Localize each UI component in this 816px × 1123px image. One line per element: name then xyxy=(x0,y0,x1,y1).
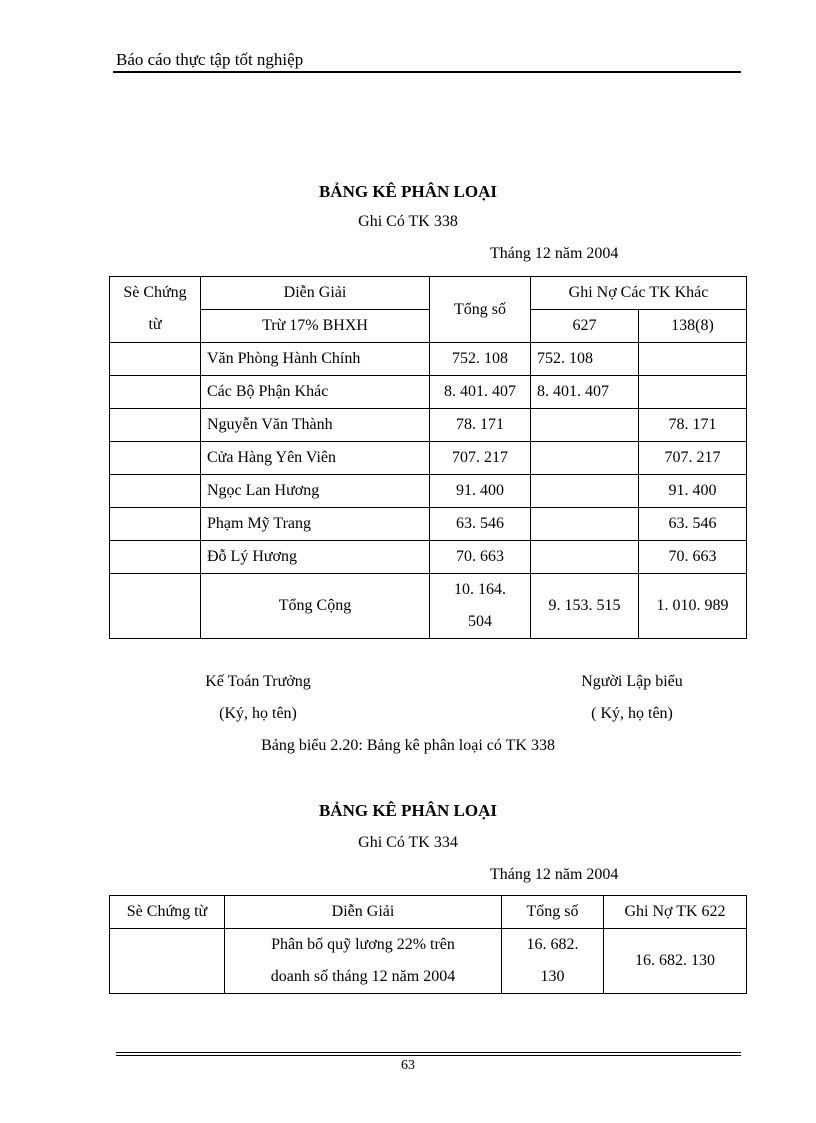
table1-subtitle: Ghi Có TK 338 xyxy=(358,213,458,230)
row-total: 63. 546 xyxy=(430,508,531,541)
row-1388: 70. 663 xyxy=(639,541,747,574)
table1-date: Tháng 12 năm 2004 xyxy=(490,245,619,262)
row-1388: 707. 217 xyxy=(639,442,747,475)
header-debit-group: Ghi Nợ Các TK Khác xyxy=(531,277,747,310)
header-total: Tổng số xyxy=(430,277,531,343)
row-description: Nguyễn Văn Thành xyxy=(201,409,430,442)
table1-title: BẢNG KÊ PHÂN LOẠI xyxy=(318,182,498,201)
total-row xyxy=(110,574,747,639)
table2-subtitle: Ghi Có TK 334 xyxy=(358,834,458,851)
header-description: Diễn Giải xyxy=(225,896,502,929)
row-1388: 78. 171 xyxy=(639,409,747,442)
signature-preparer-note: ( Ký, họ tên) xyxy=(591,705,673,722)
row-627 xyxy=(531,475,639,508)
row-627 xyxy=(531,508,639,541)
footer-rule xyxy=(116,1055,741,1056)
header-description: Diễn Giải xyxy=(201,277,430,310)
total-amount: 10. 164. 504 xyxy=(430,574,531,639)
table-row xyxy=(110,343,747,376)
row-total: 707. 217 xyxy=(430,442,531,475)
table-row xyxy=(110,929,747,994)
row-description: Văn Phòng Hành Chính xyxy=(201,343,430,376)
table-row xyxy=(110,541,747,574)
row-627 xyxy=(531,409,639,442)
header-total: Tổng số xyxy=(502,896,604,929)
row-total: 16. 682. 130 xyxy=(502,929,604,994)
row-1388 xyxy=(639,376,747,409)
table1-caption: Bảng biểu 2.20: Bảng kê phân loại có TK 338 xyxy=(261,737,555,754)
row-1388: 91. 400 xyxy=(639,475,747,508)
header-debit-622: Ghi Nợ TK 622 xyxy=(604,896,747,929)
table-row xyxy=(110,508,747,541)
row-total: 752. 108 xyxy=(430,343,531,376)
footer-rule xyxy=(116,1052,741,1053)
total-1388: 1. 010. 989 xyxy=(639,574,747,639)
row-total: 70. 663 xyxy=(430,541,531,574)
table-row xyxy=(110,409,747,442)
running-header: Báo cáo thực tập tốt nghiệp xyxy=(116,50,304,69)
header-rule xyxy=(113,71,741,73)
row-627: 8. 401. 407 xyxy=(531,376,639,409)
header-description-sub: Trừ 17% BHXH xyxy=(201,310,430,343)
row-total: 78. 171 xyxy=(430,409,531,442)
row-description: Cửa Hàng Yên Viên xyxy=(201,442,430,475)
row-total: 91. 400 xyxy=(430,475,531,508)
header-627: 627 xyxy=(531,310,639,343)
table-row xyxy=(110,376,747,409)
classification-table-338 xyxy=(109,276,747,639)
signature-chief-accountant-note: (Ký, họ tên) xyxy=(219,705,297,722)
row-627 xyxy=(531,541,639,574)
row-total: 8. 401. 407 xyxy=(430,376,531,409)
signature-preparer: Người Lập biểu xyxy=(581,673,683,690)
row-debit-622: 16. 682. 130 xyxy=(604,929,747,994)
table-row xyxy=(110,475,747,508)
row-627 xyxy=(531,442,639,475)
row-1388: 63. 546 xyxy=(639,508,747,541)
header-voucher: Sè Chứng từ xyxy=(110,277,201,343)
signature-chief-accountant: Kế Toán Trưởng xyxy=(205,673,311,690)
row-description: Các Bộ Phận Khác xyxy=(201,376,430,409)
total-627: 9. 153. 515 xyxy=(531,574,639,639)
row-description: Phạm Mỹ Trang xyxy=(201,508,430,541)
table2-title: BẢNG KÊ PHÂN LOẠI xyxy=(318,801,498,820)
total-label: Tổng Cộng xyxy=(201,574,430,639)
table-row xyxy=(110,442,747,475)
classification-table-334 xyxy=(109,895,747,994)
header-voucher: Sè Chứng từ xyxy=(110,896,225,929)
table2-date: Tháng 12 năm 2004 xyxy=(490,866,619,883)
row-description: Ngọc Lan Hương xyxy=(201,475,430,508)
header-1388: 138(8) xyxy=(639,310,747,343)
page-number: 63 xyxy=(401,1058,415,1073)
row-description: Đỗ Lý Hương xyxy=(201,541,430,574)
row-627: 752. 108 xyxy=(531,343,639,376)
row-1388 xyxy=(639,343,747,376)
row-description: Phân bổ quỹ lương 22% trên doanh số tháng 12 năm 2004 xyxy=(225,929,502,994)
